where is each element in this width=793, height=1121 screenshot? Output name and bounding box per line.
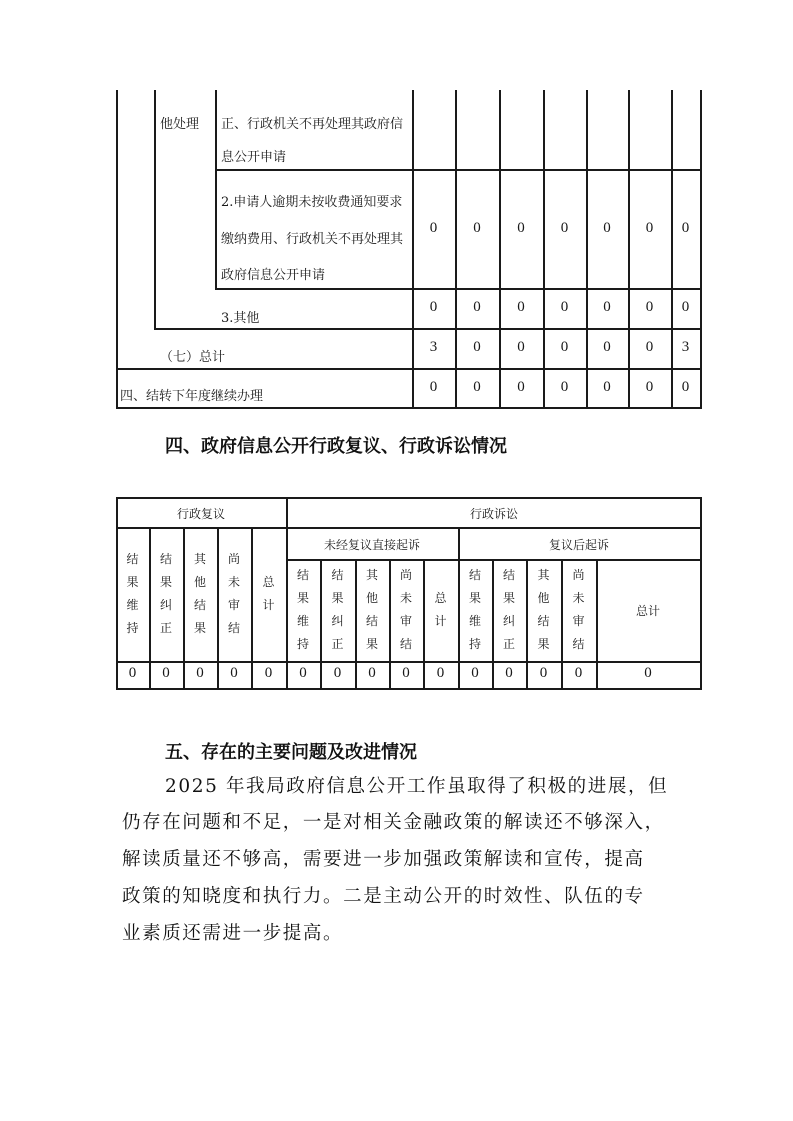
column-header: 结 果 维 持: [468, 568, 481, 651]
column-header: 其 他 结 果: [365, 568, 378, 651]
table-cell-value: 0: [645, 378, 654, 395]
table-cell-value: 0: [681, 299, 690, 315]
table-cell-value: 0: [429, 378, 438, 395]
table-border: [499, 90, 501, 408]
table-border: [543, 90, 545, 408]
table-border: [700, 497, 702, 689]
table-cell-value: 0: [681, 378, 690, 395]
review-header: 行政复议: [176, 507, 225, 521]
table-cell-value: 0: [517, 219, 525, 236]
column-header: 总 计: [262, 575, 275, 612]
table-cell-value: 0: [645, 219, 654, 236]
column-header: 结 果 维 持: [126, 552, 139, 635]
table-border: [215, 288, 702, 290]
table-border: [286, 497, 288, 689]
table-cell-value: 3: [681, 339, 690, 355]
column-header: 结 果 纠 正: [159, 552, 172, 635]
section-heading: 五、存在的主要问题及改进情况: [165, 742, 417, 763]
group-label: 他处理: [160, 117, 200, 132]
column-header: 结 果 维 持: [296, 568, 309, 651]
column-header: 结 果 纠 正: [502, 568, 515, 651]
table-cell-value: 0: [473, 339, 481, 355]
row-label: 息公开申请: [221, 150, 287, 165]
table-border: [700, 90, 702, 408]
paragraph-line: 解读质量还不够高，需要进一步加强政策解读和宣传，提高: [122, 849, 645, 870]
column-header: 尚 未 审 结: [227, 552, 240, 635]
column-header: 总计: [635, 604, 660, 618]
table-cell-value: 0: [473, 378, 481, 395]
column-header: 其 他 结 果: [193, 552, 206, 635]
table-cell-value: 0: [162, 665, 170, 681]
table-cell-value: 0: [368, 665, 376, 681]
row-label: （七）总计: [160, 350, 226, 365]
table-border: [215, 169, 702, 171]
table-cell-value: 0: [645, 339, 654, 355]
section-heading: 四、政府信息公开行政复议、行政诉讼情况: [165, 436, 507, 457]
table-cell-value: 0: [517, 299, 525, 315]
paragraph-line: 业素质还需进一步提高。: [122, 923, 344, 944]
table-border: [116, 688, 702, 690]
paragraph-line: 政策的知晓度和执行力。二是主动公开的时效性、队伍的专: [122, 886, 645, 907]
table-border: [286, 559, 702, 561]
table-border: [154, 328, 702, 330]
table-cell-value: 0: [517, 378, 525, 395]
table-border: [628, 90, 630, 408]
table-border: [116, 661, 702, 663]
table-border: [116, 90, 118, 370]
table-border: [116, 407, 702, 409]
table-cell-value: 0: [473, 219, 481, 236]
table-cell-value: 0: [264, 665, 273, 681]
row-label: 政府信息公开申请: [221, 268, 326, 283]
table-cell-value: 3: [429, 339, 438, 355]
table-cell-value: 0: [644, 665, 652, 681]
column-header: 尚 未 审 结: [572, 568, 585, 651]
table-border: [215, 90, 217, 290]
table-cell-value: 0: [299, 665, 307, 681]
table-cell-value: 0: [681, 219, 690, 236]
table-border: [116, 368, 118, 408]
table-cell-value: 0: [560, 299, 569, 315]
table-cell-value: 0: [473, 299, 481, 315]
row-label: 2.申请人逾期未按收费通知要求: [221, 195, 403, 210]
table-cell-value: 0: [436, 665, 445, 681]
litigation-header: 行政诉讼: [469, 507, 518, 521]
table-cell-value: 0: [560, 378, 569, 395]
table-border: [586, 90, 588, 408]
table-cell-value: 0: [603, 299, 611, 315]
table-cell-value: 0: [517, 339, 525, 355]
table-cell-value: 0: [645, 299, 654, 315]
table-cell-value: 0: [402, 665, 410, 681]
table-border: [671, 90, 673, 408]
table-border: [412, 90, 414, 408]
paragraph-line: 仍存在问题和不足，一是对相关金融政策的解读还不够深入，: [122, 812, 665, 833]
table-cell-value: 0: [230, 665, 238, 681]
table-cell-value: 0: [505, 665, 513, 681]
table-border: [116, 497, 118, 689]
table-cell-value: 0: [429, 299, 438, 315]
table-cell-value: 0: [560, 219, 569, 236]
column-header: 尚 未 审 结: [399, 568, 412, 651]
table-cell-value: 0: [603, 219, 611, 236]
row-label: 正、行政机关不再处理其政府信: [221, 117, 404, 132]
table-border: [455, 90, 457, 408]
table-cell-value: 0: [128, 665, 137, 681]
table-border: [116, 368, 702, 370]
row-label: 3.其他: [221, 311, 260, 326]
table-border: [116, 497, 702, 499]
table-cell-value: 0: [603, 378, 611, 395]
direct-suit-header: 未经复议直接起诉: [323, 538, 420, 552]
table-cell-value: 0: [471, 665, 479, 681]
paragraph-line: 2025 年我局政府信息公开工作虽取得了积极的进展，但: [165, 776, 669, 797]
row-label: 四、结转下年度继续办理: [120, 389, 264, 404]
column-header: 总 计: [434, 591, 447, 628]
table-cell-value: 0: [333, 665, 342, 681]
table-cell-value: 0: [603, 339, 611, 355]
table-cell-value: 0: [574, 665, 583, 681]
column-header: 结 果 纠 正: [331, 568, 344, 651]
table-border: [154, 90, 156, 330]
row-label: 缴纳费用、行政机关不再处理其: [221, 232, 404, 247]
table-cell-value: 0: [560, 339, 569, 355]
table-cell-value: 0: [429, 219, 438, 236]
column-header: 其 他 结 果: [537, 568, 550, 651]
table-border: [116, 527, 702, 529]
after-review-suit-header: 复议后起诉: [548, 538, 609, 552]
table-cell-value: 0: [539, 665, 548, 681]
table-cell-value: 0: [196, 665, 204, 681]
